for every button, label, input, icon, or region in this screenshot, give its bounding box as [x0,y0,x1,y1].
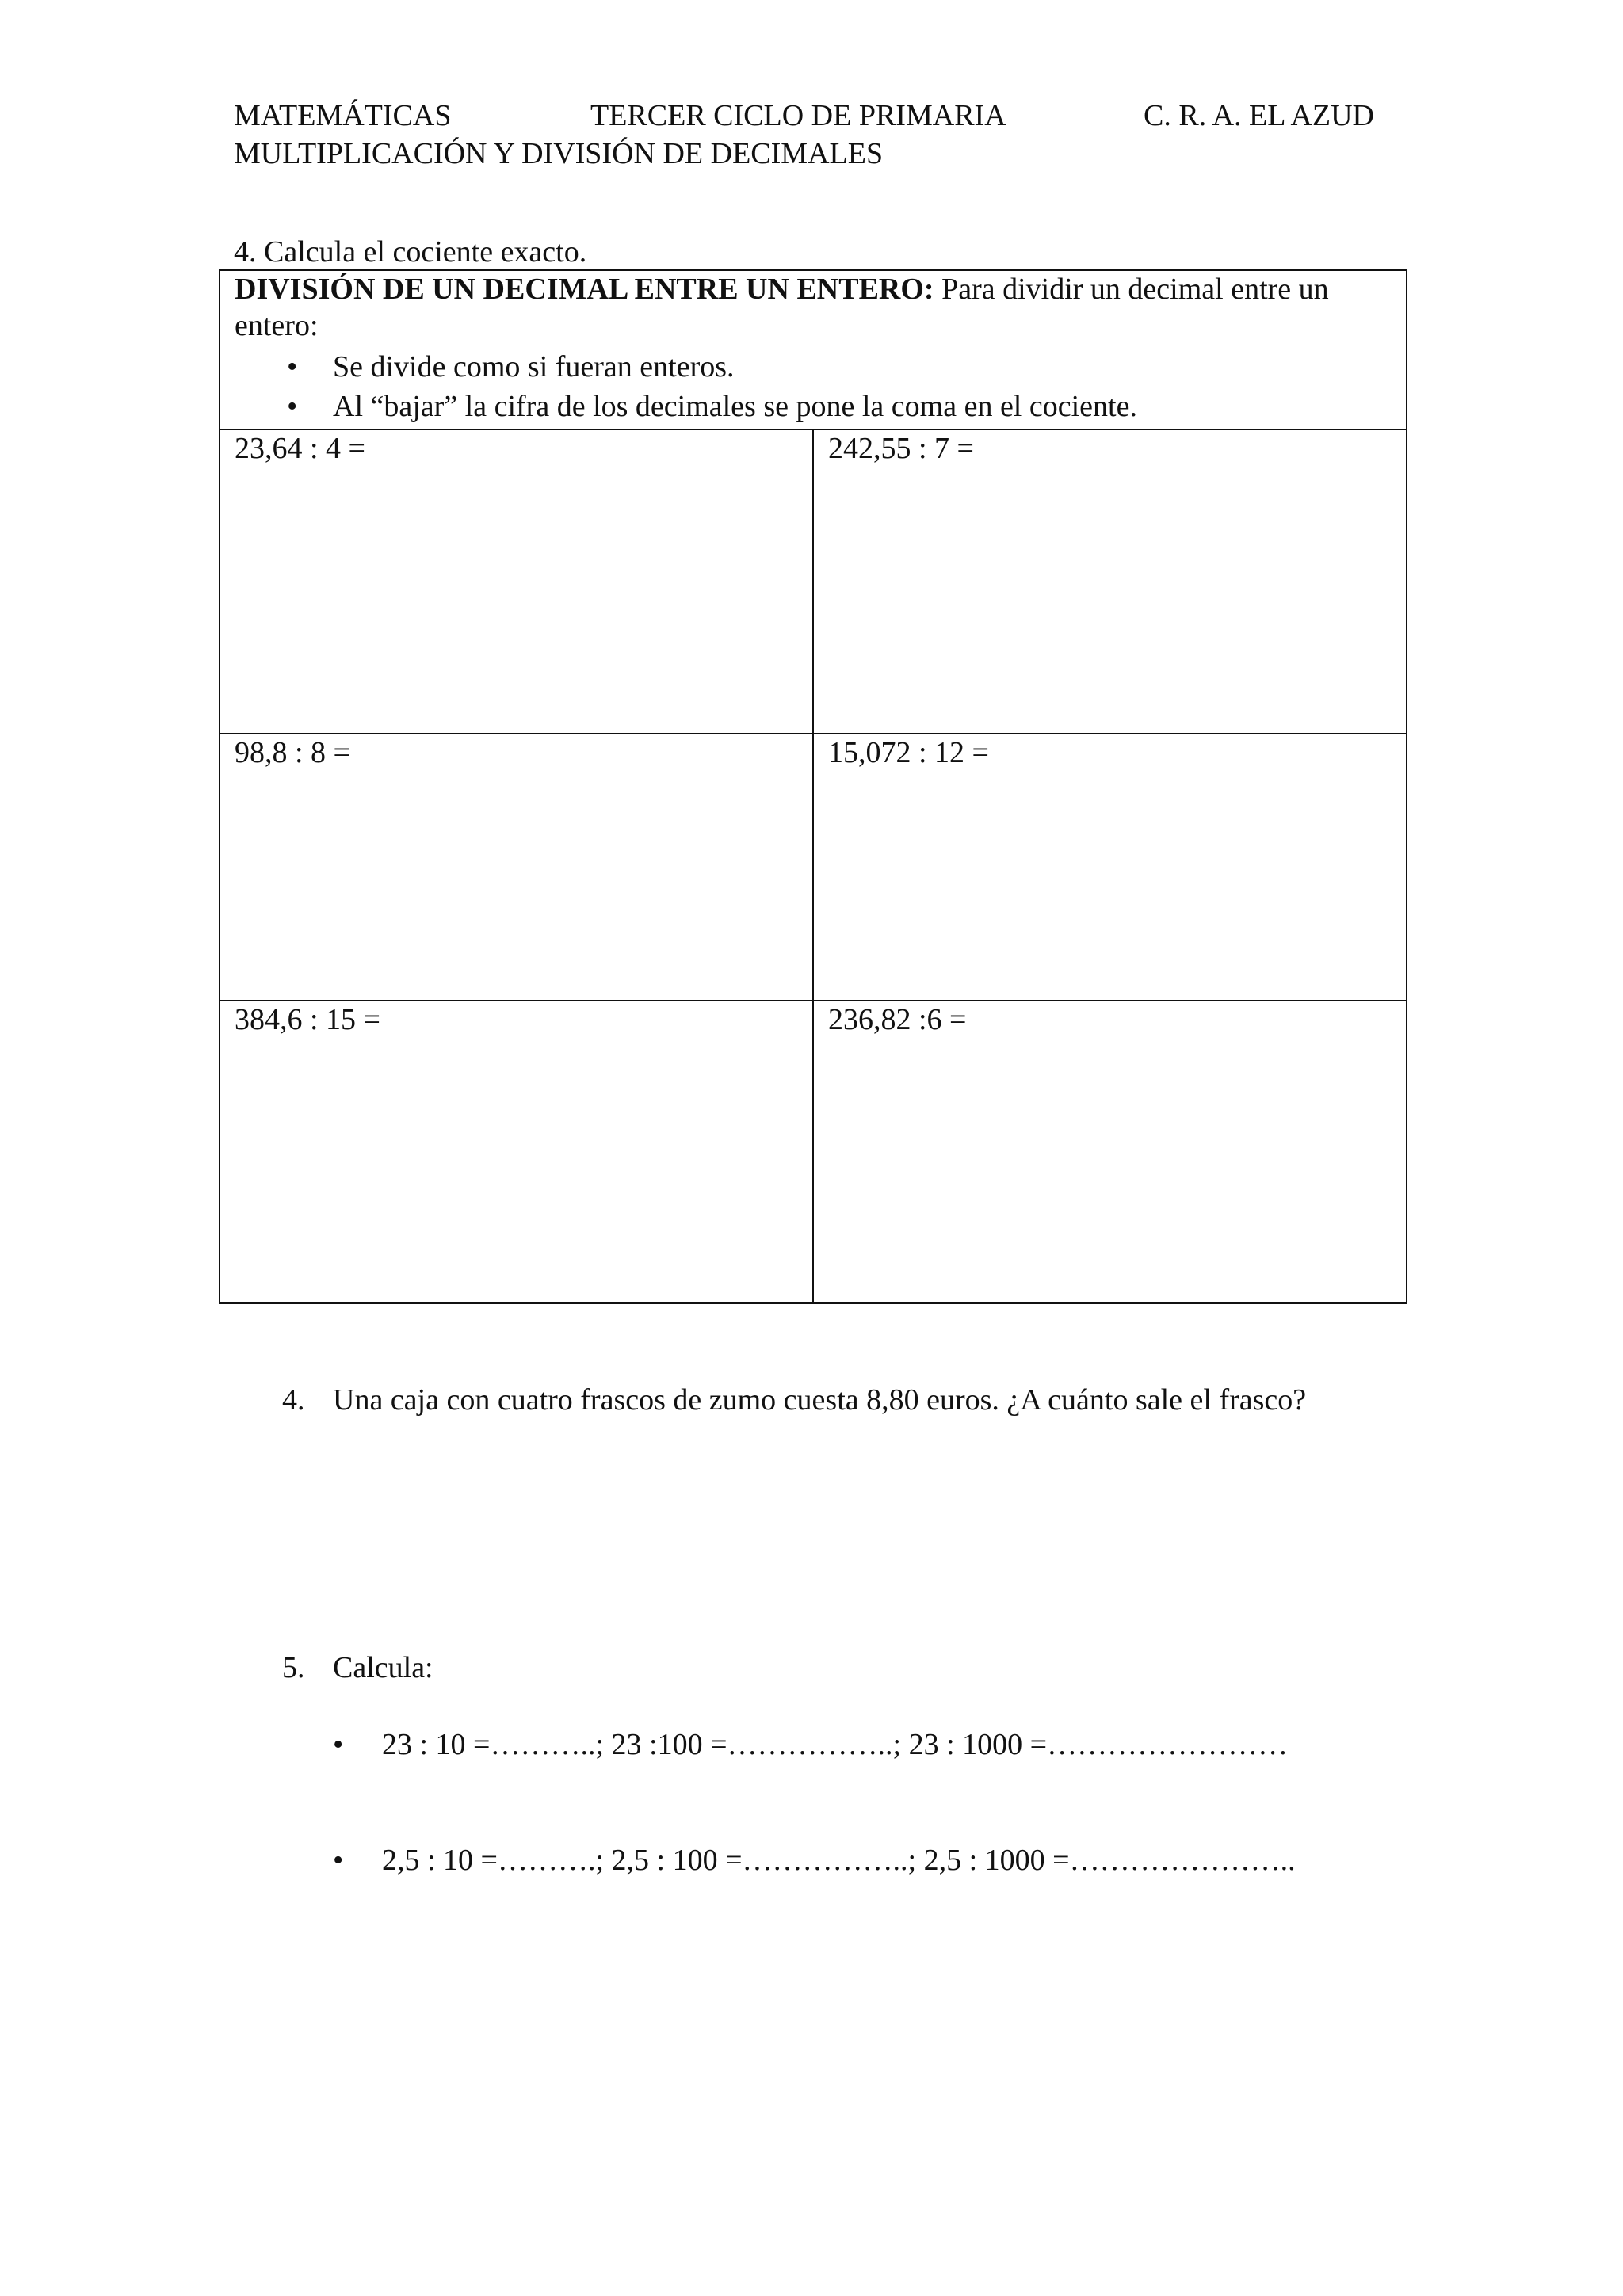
problem-number: 4. [282,1383,305,1417]
division-operation: 242,55 : 7 = [828,432,974,465]
bullet-icon: • [287,390,298,423]
division-operation: 98,8 : 8 = [235,736,350,769]
rule-bullets [220,349,1406,428]
rule-bullet-text: Al “bajar” la cifra de los decimales se pone la coma en el cociente. [333,390,1137,423]
answer-cell[interactable] [220,1001,814,1302]
bullet-icon: • [333,1728,344,1761]
answer-cell[interactable] [814,430,1406,734]
answer-cell[interactable] [814,734,1406,1001]
calculation-line: 23 : 10 =………..; 23 :100 =……………..; 23 : 1000 =…………………… [382,1728,1289,1761]
calculation-line: 2,5 : 10 =……….; 2,5 : 100 =……………..; 2,5 : 1000 =………………….. [382,1844,1296,1877]
bullet-icon: • [287,350,298,383]
bullet-icon: • [333,1844,344,1877]
problem-text: Calcula: [333,1651,433,1684]
division-table [219,269,1407,1304]
problem-text: Una caja con cuatro frascos de zumo cuesta 8,80 euros. ¿A cuánto sale el frasco? [333,1383,1307,1417]
answer-cell[interactable] [220,734,814,1001]
rule-heading: DIVISIÓN DE UN DECIMAL ENTRE UN ENTERO: [235,273,934,306]
rule-box [220,271,1406,430]
division-operation: 236,82 :6 = [828,1003,967,1036]
rule-bullet-item [220,349,1406,388]
division-operation: 23,64 : 4 = [235,432,365,465]
header-school: C. R. A. EL AZUD [1144,99,1374,132]
header-subject: MATEMÁTICAS [234,99,452,132]
rule-bullet-text: Se divide como si fueran enteros. [333,350,735,383]
division-operation: 15,072 : 12 = [828,736,989,769]
rule-paragraph [235,271,1376,344]
division-operation: 384,6 : 15 = [235,1003,380,1036]
header-topic: MULTIPLICACIÓN Y DIVISIÓN DE DECIMALES [234,137,884,170]
answer-cell[interactable] [220,430,814,734]
problem-number: 5. [282,1651,305,1684]
rule-bullet-item [220,388,1406,428]
header-cycle: TERCER CICLO DE PRIMARIA [590,99,1006,132]
answer-cell[interactable] [814,1001,1406,1302]
exercise-title: 4. Calcula el cociente exacto. [234,235,587,269]
rule-text: Para dividir un decimal entre un entero: [235,273,1329,342]
